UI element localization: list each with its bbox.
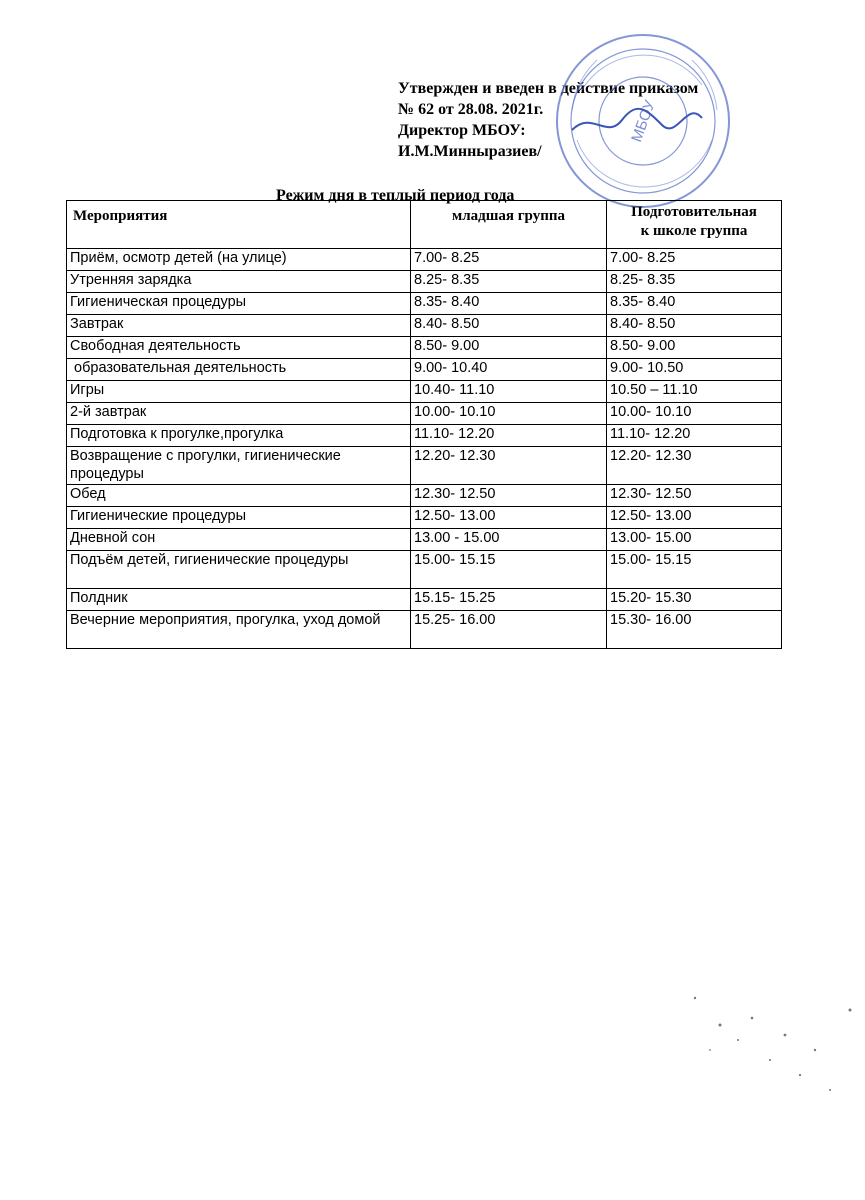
table-row <box>67 293 782 315</box>
table-row <box>67 485 782 507</box>
cell-junior: 8.40- 8.50 <box>411 315 607 337</box>
cell-junior: 8.35- 8.40 <box>411 293 607 315</box>
cell-prep: 10.50 – 11.10 <box>607 381 782 403</box>
cell-junior: 13.00 - 15.00 <box>411 529 607 551</box>
cell-junior: 11.10- 12.20 <box>411 425 607 447</box>
table-row <box>67 359 782 381</box>
scan-specks <box>690 990 860 1110</box>
cell-prep: 15.30- 16.00 <box>607 611 782 649</box>
cell-junior: 9.00- 10.40 <box>411 359 607 381</box>
cell-activity: Свободная деятельность <box>67 337 411 359</box>
cell-junior: 12.20- 12.30 <box>411 447 607 485</box>
cell-activity: Дневной сон <box>67 529 411 551</box>
cell-prep: 8.25- 8.35 <box>607 271 782 293</box>
cell-prep: 11.10- 12.20 <box>607 425 782 447</box>
cell-activity: Гигиеническая процедуры <box>67 293 411 315</box>
cell-prep: 8.40- 8.50 <box>607 315 782 337</box>
header-prep-group <box>607 201 782 249</box>
cell-junior: 12.50- 13.00 <box>411 507 607 529</box>
cell-junior: 15.25- 16.00 <box>411 611 607 649</box>
cell-activity: Обед <box>67 485 411 507</box>
header-junior-group: младшая группа <box>411 201 607 249</box>
header-prep-line-2: к школе группа <box>640 223 748 239</box>
table-row <box>67 551 782 589</box>
approval-line-3: Директор МБОУ: <box>398 122 526 139</box>
cell-activity: Возвращение с прогулки, гигиенические процедуры <box>67 447 411 485</box>
table-row <box>67 611 782 649</box>
cell-activity: Игры <box>67 381 411 403</box>
table-row <box>67 315 782 337</box>
approval-line-1: Утвержден и введен в действие приказом <box>398 80 699 97</box>
approval-line-4: И.М.Минныразиев/ <box>398 143 542 160</box>
table-row <box>67 529 782 551</box>
cell-activity: образовательная деятельность <box>67 359 411 381</box>
cell-junior: 15.00- 15.15 <box>411 551 607 589</box>
table-row <box>67 271 782 293</box>
cell-prep: 8.50- 9.00 <box>607 337 782 359</box>
cell-prep: 15.20- 15.30 <box>607 589 782 611</box>
table-header-row <box>67 201 782 249</box>
official-stamp <box>552 30 734 212</box>
cell-prep: 8.35- 8.40 <box>607 293 782 315</box>
cell-activity: Завтрак <box>67 315 411 337</box>
cell-junior: 10.00- 10.10 <box>411 403 607 425</box>
cell-junior: 8.50- 9.00 <box>411 337 607 359</box>
header-prep-line-1: Подготовительная <box>631 204 757 220</box>
header-activity: Мероприятия <box>67 201 411 249</box>
cell-prep: 12.30- 12.50 <box>607 485 782 507</box>
cell-junior: 15.15- 15.25 <box>411 589 607 611</box>
cell-activity: Гигиенические процедуры <box>67 507 411 529</box>
cell-activity: Приём, осмотр детей (на улице) <box>67 249 411 271</box>
cell-activity: Подъём детей, гигиенические процедуры <box>67 551 411 589</box>
cell-junior: 10.40- 11.10 <box>411 381 607 403</box>
stamp-center-text: МБОУ <box>628 98 659 145</box>
cell-activity: Подготовка к прогулке,прогулка <box>67 425 411 447</box>
cell-activity: Вечерние мероприятия, прогулка, уход домой <box>67 611 411 649</box>
cell-activity: Полдник <box>67 589 411 611</box>
cell-prep: 7.00- 8.25 <box>607 249 782 271</box>
table-row <box>67 249 782 271</box>
table-row <box>67 337 782 359</box>
cell-junior: 8.25- 8.35 <box>411 271 607 293</box>
cell-prep: 13.00- 15.00 <box>607 529 782 551</box>
page-title: Режим дня в теплый период года <box>276 187 515 204</box>
approval-line-2: № 62 от 28.08. 2021г. <box>398 101 544 118</box>
cell-prep: 12.20- 12.30 <box>607 447 782 485</box>
cell-prep: 12.50- 13.00 <box>607 507 782 529</box>
table-row <box>67 589 782 611</box>
cell-junior: 7.00- 8.25 <box>411 249 607 271</box>
cell-junior: 12.30- 12.50 <box>411 485 607 507</box>
table-row <box>67 381 782 403</box>
cell-activity: 2-й завтрак <box>67 403 411 425</box>
cell-prep: 10.00- 10.10 <box>607 403 782 425</box>
table-row <box>67 507 782 529</box>
cell-prep: 9.00- 10.50 <box>607 359 782 381</box>
cell-activity: Утренняя зарядка <box>67 271 411 293</box>
table-row <box>67 447 782 485</box>
table-row <box>67 425 782 447</box>
schedule-table <box>66 200 782 649</box>
cell-prep: 15.00- 15.15 <box>607 551 782 589</box>
table-row <box>67 403 782 425</box>
